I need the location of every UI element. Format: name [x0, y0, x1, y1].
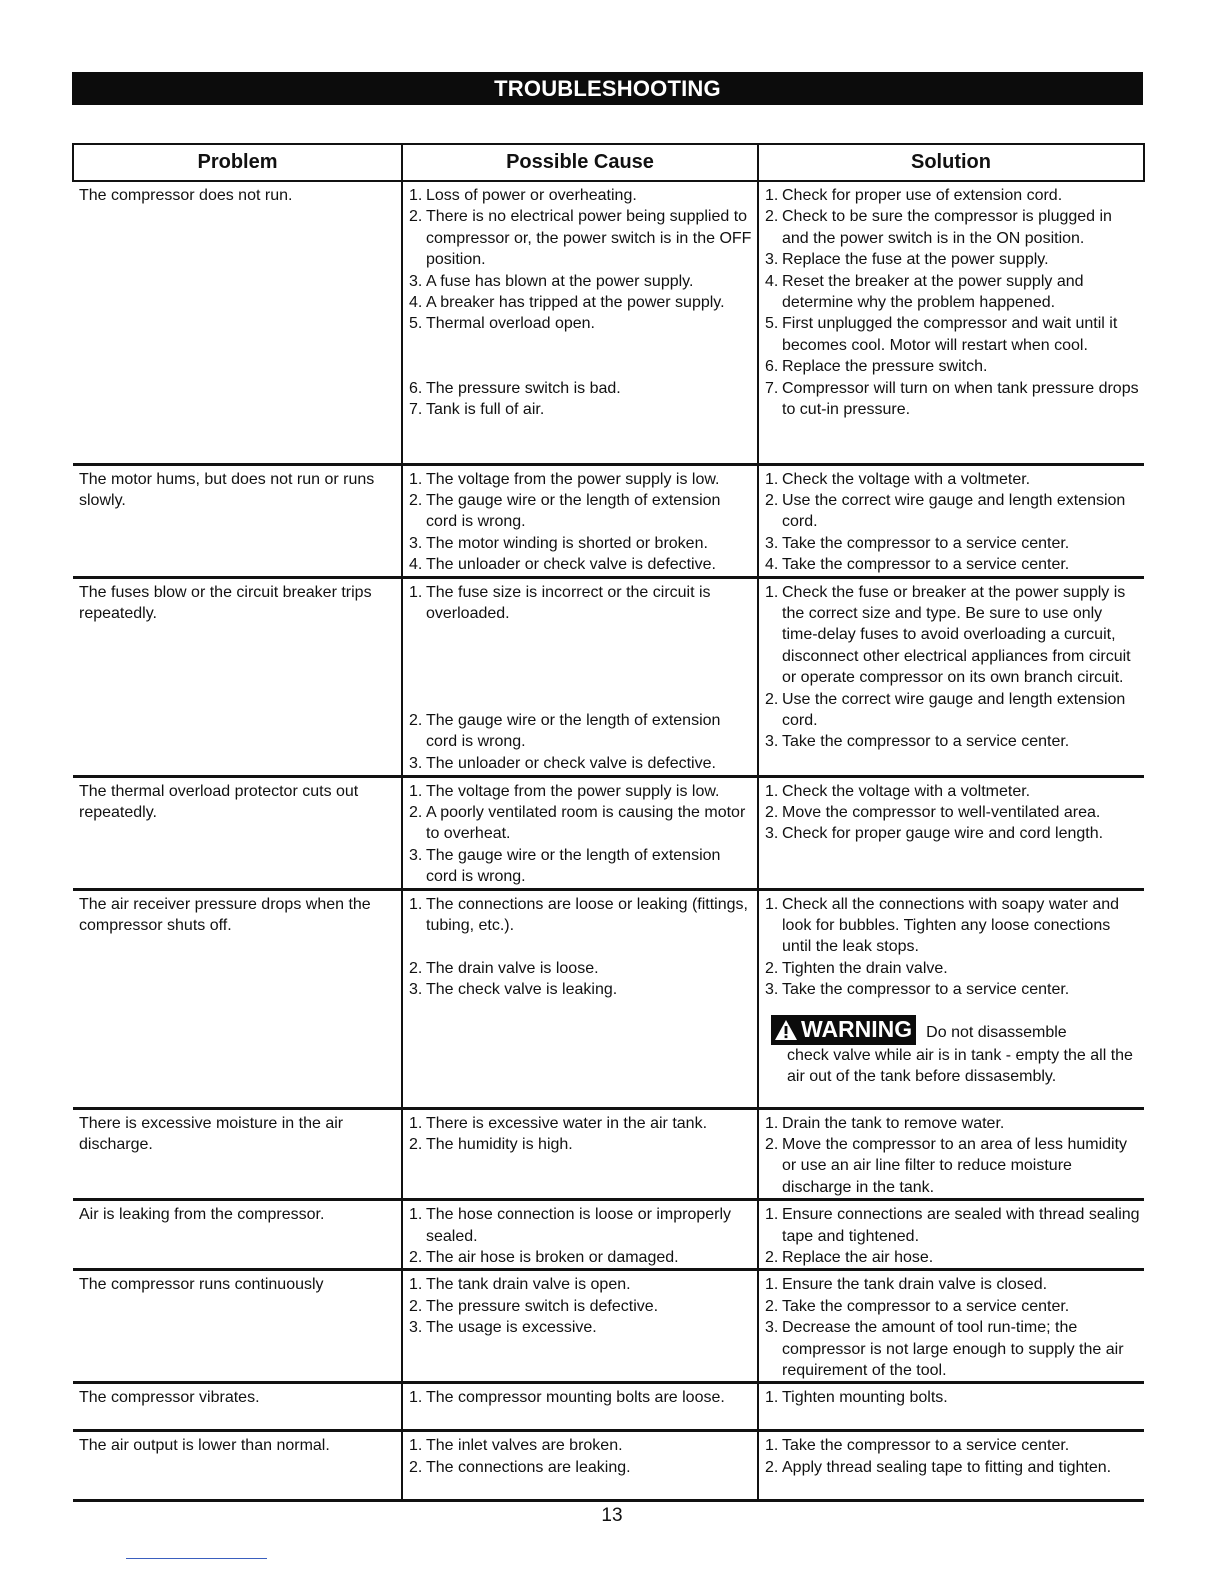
item-number: 2.: [409, 1458, 423, 1476]
item-number: 1.: [409, 187, 423, 204]
item-number: 1.: [765, 1276, 779, 1294]
item-text: Ensure the tank drain valve is closed.: [782, 1276, 1048, 1294]
cause-item: [409, 1134, 754, 1155]
cause-list: [409, 781, 754, 888]
item-text: Take the compressor to a service center.: [782, 556, 1070, 574]
cause-item: [409, 582, 754, 625]
solution-item: [765, 781, 1141, 802]
item-text: The inlet valves are broken.: [426, 1437, 623, 1455]
footer-divider: [126, 1558, 267, 1559]
item-text: Use the correct wire gauge and length extension cord.: [782, 690, 1126, 729]
solution-item: [765, 206, 1141, 249]
solution-item: [765, 185, 1141, 206]
item-number: 3.: [409, 272, 423, 290]
item-number: 1.: [409, 583, 423, 601]
item-number: 7.: [765, 379, 779, 397]
cause-item: [409, 1113, 754, 1134]
item-number: 2.: [409, 1297, 423, 1315]
solution-list: [765, 469, 1141, 576]
item-text: Reset the breaker at the power supply and determine why the problem happened.: [782, 272, 1084, 312]
cause-item: [409, 271, 754, 292]
cause-cell: [402, 889, 758, 1108]
solution-item: [765, 1435, 1141, 1456]
item-number: 1.: [765, 470, 779, 488]
table-row: [73, 889, 1144, 1108]
cause-item: [409, 1435, 754, 1456]
item-text: Move the compressor to well-ventilated area.: [782, 803, 1101, 821]
item-number: 2.: [765, 208, 779, 226]
cause-cell: [402, 1200, 758, 1270]
cause-list: [409, 1274, 754, 1338]
table-row: [73, 1431, 1144, 1501]
item-text: A breaker has tripped at the power supply.: [426, 294, 725, 312]
solution-cell: [758, 577, 1144, 776]
item-text: The fuse size is incorrect or the circuit is overloaded.: [426, 583, 711, 622]
solution-cell: [758, 1270, 1144, 1383]
cause-item: [409, 206, 754, 270]
page-title: TROUBLESHOOTING: [72, 72, 1143, 105]
problem-cell: The compressor runs continuously: [73, 1270, 402, 1383]
cause-cell: [402, 181, 758, 464]
item-text: Tighten mounting bolts.: [782, 1389, 948, 1407]
item-text: A poorly ventilated room is causing the motor to overheat.: [426, 803, 746, 843]
cause-item: [409, 185, 754, 206]
table-row: [73, 181, 1144, 464]
cause-list: [409, 1204, 754, 1268]
item-text: Compressor will turn on when tank pressure drops to cut-in pressure.: [782, 379, 1139, 419]
item-text: The unloader or check valve is defective.: [426, 556, 716, 574]
item-number: 1.: [765, 1389, 779, 1407]
cause-item: [409, 710, 754, 753]
solution-item: [765, 979, 1141, 1000]
item-number: 2.: [765, 1458, 779, 1476]
solution-item: [765, 958, 1141, 979]
item-number: 3.: [765, 825, 779, 843]
item-text: Take the compressor to a service center.: [782, 1297, 1070, 1315]
solution-cell: [758, 1108, 1144, 1200]
solution-item: [765, 823, 1141, 844]
item-number: 1.: [409, 1276, 423, 1294]
solution-list: [765, 185, 1141, 420]
solution-item: [765, 582, 1141, 689]
item-text: First unplugged the compressor and wait until it becomes cool. Motor will restart when cool.: [782, 315, 1118, 354]
table-row: [73, 1270, 1144, 1383]
item-number: 1.: [409, 1114, 423, 1132]
item-number: 4.: [409, 294, 423, 312]
warning-label: WARNING: [801, 1016, 913, 1043]
cause-list: [409, 582, 754, 775]
item-number: 2.: [409, 711, 423, 729]
item-number: 1.: [409, 1389, 423, 1407]
item-number: 5.: [409, 315, 423, 333]
item-text: The compressor mounting bolts are loose.: [426, 1389, 725, 1407]
solution-cell: [758, 1431, 1144, 1501]
table-row: [73, 577, 1144, 776]
item-text: The unloader or check valve is defective.: [426, 754, 716, 772]
item-text: Check to be sure the compressor is plugged in and the power switch is in the ON position.: [782, 208, 1112, 247]
cause-item: [409, 1296, 754, 1317]
item-text: The gauge wire or the length of extension cord is wrong.: [426, 846, 721, 886]
item-number: 2.: [765, 690, 779, 708]
problem-cell: There is excessive moisture in the air discharge.: [73, 1108, 402, 1200]
item-number: 1.: [409, 782, 423, 800]
item-text: Check all the connections with soapy water and look for bubbles. Tighten any loose conections until the leak stops.: [782, 895, 1120, 956]
cause-item: [409, 533, 754, 554]
item-text: The connections are leaking.: [426, 1458, 631, 1476]
problem-cell: The air receiver pressure drops when the compressor shuts off.: [73, 889, 402, 1108]
cause-list: [409, 894, 754, 1001]
cause-item: [409, 469, 754, 490]
item-text: The hose connection is loose or improperly sealed.: [426, 1206, 732, 1245]
item-number: 3.: [765, 1319, 779, 1337]
item-text: There is excessive water in the air tank.: [426, 1114, 708, 1132]
item-number: 2.: [409, 1249, 423, 1266]
item-number: 4.: [409, 556, 423, 574]
solution-item: [765, 1204, 1141, 1247]
solution-cell: [758, 464, 1144, 577]
problem-cell: Air is leaking from the compressor.: [73, 1200, 402, 1270]
item-text: Check for proper gauge wire and cord length.: [782, 825, 1104, 843]
table-row: [73, 776, 1144, 889]
item-number: 1.: [409, 895, 423, 913]
cause-item: [409, 781, 754, 802]
troubleshooting-table: [72, 143, 1143, 1502]
item-text: Check for proper use of extension cord.: [782, 187, 1063, 204]
item-number: 1.: [765, 782, 779, 800]
cause-item: [409, 378, 754, 399]
item-number: 7.: [409, 401, 423, 419]
item-text: Take the compressor to a service center.: [782, 981, 1070, 999]
item-number: 2.: [409, 1135, 423, 1153]
item-text: Loss of power or overheating.: [426, 187, 637, 204]
table-row: [73, 464, 1144, 577]
solution-item: [765, 731, 1141, 752]
solution-item: [765, 356, 1141, 377]
solution-list: [765, 582, 1141, 753]
cause-cell: [402, 464, 758, 577]
problem-cell: The fuses blow or the circuit breaker trips repeatedly.: [73, 577, 402, 776]
solution-cell: [758, 181, 1144, 464]
cause-item: [409, 1247, 754, 1268]
item-text: The voltage from the power supply is low.: [426, 470, 720, 488]
item-text: Move the compressor to an area of less humidity or use an air line filter to reduce moisture discharge in the tank.: [782, 1135, 1128, 1196]
solution-item: [765, 802, 1141, 823]
table-body: [73, 181, 1144, 1501]
cause-list: [409, 1387, 754, 1408]
solution-item: [765, 1113, 1141, 1134]
item-text: The humidity is high.: [426, 1135, 573, 1153]
item-number: 6.: [409, 379, 423, 397]
item-text: The air hose is broken or damaged.: [426, 1249, 679, 1266]
item-text: A fuse has blown at the power supply.: [426, 272, 694, 290]
item-text: Tank is full of air.: [426, 401, 545, 419]
table-row: [73, 1108, 1144, 1200]
item-number: 2.: [765, 1249, 779, 1266]
solution-item: [765, 1296, 1141, 1317]
item-number: 2.: [765, 959, 779, 977]
cause-cell: [402, 1270, 758, 1383]
item-text: Check the voltage with a voltmeter.: [782, 470, 1031, 488]
solution-list: [765, 1435, 1141, 1478]
solution-list: [765, 1204, 1141, 1268]
cause-item: [409, 292, 754, 313]
solution-item: [765, 1134, 1141, 1198]
cause-item: [409, 313, 754, 334]
page-number: 13: [601, 1505, 623, 1526]
item-text: The motor winding is shorted or broken.: [426, 534, 708, 552]
item-number: 2.: [409, 491, 423, 509]
cause-item: [409, 979, 754, 1000]
item-text: The gauge wire or the length of extension cord is wrong.: [426, 491, 721, 531]
item-text: The pressure switch is bad.: [426, 379, 621, 397]
problem-cell: The thermal overload protector cuts out repeatedly.: [73, 776, 402, 889]
solution-cell: [758, 1200, 1144, 1270]
item-text: The gauge wire or the length of extension cord is wrong.: [426, 711, 721, 751]
warning-badge: [771, 1015, 916, 1045]
item-number: 4.: [765, 556, 779, 574]
item-text: Replace the pressure switch.: [782, 358, 988, 376]
item-number: 2.: [409, 959, 423, 977]
item-number: 1.: [765, 583, 779, 601]
cause-list: [409, 185, 754, 420]
item-number: 1.: [765, 187, 779, 204]
item-text: Take the compressor to a service center.: [782, 534, 1070, 552]
solution-item: [765, 1387, 1141, 1408]
item-text: Replace the air hose.: [782, 1249, 934, 1266]
item-number: 1.: [765, 1206, 779, 1224]
item-number: 1.: [409, 470, 423, 488]
item-text: Tighten the drain valve.: [782, 959, 948, 977]
cause-cell: [402, 1108, 758, 1200]
cause-item: [409, 1317, 754, 1338]
solution-item: [765, 1274, 1141, 1295]
item-number: 2.: [409, 208, 423, 226]
item-number: 3.: [765, 251, 779, 269]
warning-text: check valve while air is in tank - empty the all the air out of the tank before dissasembly.: [787, 1046, 1133, 1085]
item-number: 4.: [765, 272, 779, 290]
cause-list: [409, 1113, 754, 1156]
solution-list: [765, 1274, 1141, 1381]
item-text: Replace the fuse at the power supply.: [782, 251, 1049, 269]
cause-cell: [402, 577, 758, 776]
cause-item: [409, 958, 754, 979]
item-text: Use the correct wire gauge and length extension cord.: [782, 491, 1126, 531]
cause-item: [409, 1457, 754, 1478]
warning-triangle-icon: [774, 1019, 798, 1041]
item-number: 3.: [765, 534, 779, 552]
item-text: The usage is excessive.: [426, 1319, 597, 1337]
item-text: The tank drain valve is open.: [426, 1276, 631, 1294]
item-number: 3.: [409, 981, 423, 999]
solution-list: [765, 1387, 1141, 1408]
item-text: The connections are loose or leaking (fittings, tubing, etc.).: [426, 895, 748, 934]
solution-item: [765, 554, 1141, 575]
item-text: Thermal overload open.: [426, 315, 595, 333]
item-number: 1.: [765, 1114, 779, 1132]
item-text: The drain valve is loose.: [426, 959, 599, 977]
solution-item: [765, 249, 1141, 270]
solution-cell: [758, 776, 1144, 889]
table-header-row: [73, 144, 1144, 181]
solution-item: [765, 533, 1141, 554]
item-text: Drain the tank to remove water.: [782, 1114, 1005, 1132]
item-text: Check the fuse or breaker at the power supply is the correct size and type. Be sure to use only time-delay fuses to avoid overloading a curcuit, disconnect other electrical appliances from circuit or operate compressor on its own branch circuit.: [782, 583, 1131, 687]
item-number: 2.: [765, 491, 779, 509]
item-number: 3.: [765, 981, 779, 999]
item-number: 6.: [765, 358, 779, 376]
solution-item: [765, 1457, 1141, 1478]
cause-cell: [402, 1383, 758, 1431]
item-number: 1.: [409, 1206, 423, 1224]
solution-item: [765, 469, 1141, 490]
cause-item: [409, 753, 754, 774]
cause-item: [409, 802, 754, 845]
warning-note: [765, 1015, 1141, 1090]
item-number: 2.: [409, 803, 423, 821]
cause-item: [409, 490, 754, 533]
item-number: 5.: [765, 315, 779, 333]
item-number: 3.: [409, 754, 423, 772]
cause-cell: [402, 776, 758, 889]
item-text: The check valve is leaking.: [426, 981, 618, 999]
item-number: 2.: [765, 1135, 779, 1153]
item-number: 2.: [765, 1297, 779, 1315]
problem-cell: The air output is lower than normal.: [73, 1431, 402, 1501]
item-number: 1.: [409, 1437, 423, 1455]
problem-cell: The motor hums, but does not run or runs slowly.: [73, 464, 402, 577]
solution-item: [765, 271, 1141, 314]
item-text: Take the compressor to a service center.: [782, 733, 1070, 751]
item-number: 2.: [765, 803, 779, 821]
warning-first-line: Do not disassemble: [926, 1023, 1067, 1041]
cause-list: [409, 469, 754, 576]
solution-item: [765, 689, 1141, 732]
problem-cell: The compressor does not run.: [73, 181, 402, 464]
item-text: Ensure connections are sealed with thread sealing tape and tightened.: [782, 1206, 1140, 1245]
problem-cell: The compressor vibrates.: [73, 1383, 402, 1431]
cause-item: [409, 1274, 754, 1295]
cause-list: [409, 1435, 754, 1478]
table-row: [73, 1383, 1144, 1431]
item-text: Check the voltage with a voltmeter.: [782, 782, 1031, 800]
item-text: Apply thread sealing tape to fitting and tighten.: [782, 1458, 1112, 1476]
item-number: 1.: [765, 1437, 779, 1455]
solution-list: [765, 781, 1141, 845]
solution-item: [765, 490, 1141, 533]
item-number: 3.: [409, 534, 423, 552]
solution-cell: [758, 889, 1144, 1108]
cause-item: [409, 399, 754, 420]
item-text: Decrease the amount of tool run-time; the compressor is not large enough to supply the air requirement of the tool.: [782, 1319, 1124, 1380]
cause-item: [409, 1387, 754, 1408]
item-number: 3.: [409, 1319, 423, 1337]
cause-cell: [402, 1431, 758, 1501]
header-problem: Problem: [73, 144, 402, 181]
item-text: The voltage from the power supply is low.: [426, 782, 720, 800]
table-row: [73, 1200, 1144, 1270]
solution-list: [765, 894, 1141, 1001]
solution-item: [765, 894, 1141, 958]
cause-item: [409, 845, 754, 888]
solution-list: [765, 1113, 1141, 1199]
solution-item: [765, 1247, 1141, 1268]
solution-item: [765, 378, 1141, 421]
item-text: The pressure switch is defective.: [426, 1297, 659, 1315]
item-text: There is no electrical power being supplied to compressor or, the power switch is in the OFF position.: [426, 208, 752, 269]
item-text: Take the compressor to a service center.: [782, 1437, 1070, 1455]
item-number: 3.: [409, 846, 423, 864]
header-possible-cause: Possible Cause: [402, 144, 758, 181]
item-number: 3.: [765, 733, 779, 751]
cause-item: [409, 1204, 754, 1247]
solution-item: [765, 313, 1141, 356]
item-number: 1.: [765, 895, 779, 913]
solution-item: [765, 1317, 1141, 1381]
solution-cell: [758, 1383, 1144, 1431]
cause-item: [409, 894, 754, 937]
header-solution: Solution: [758, 144, 1144, 181]
cause-item: [409, 554, 754, 575]
